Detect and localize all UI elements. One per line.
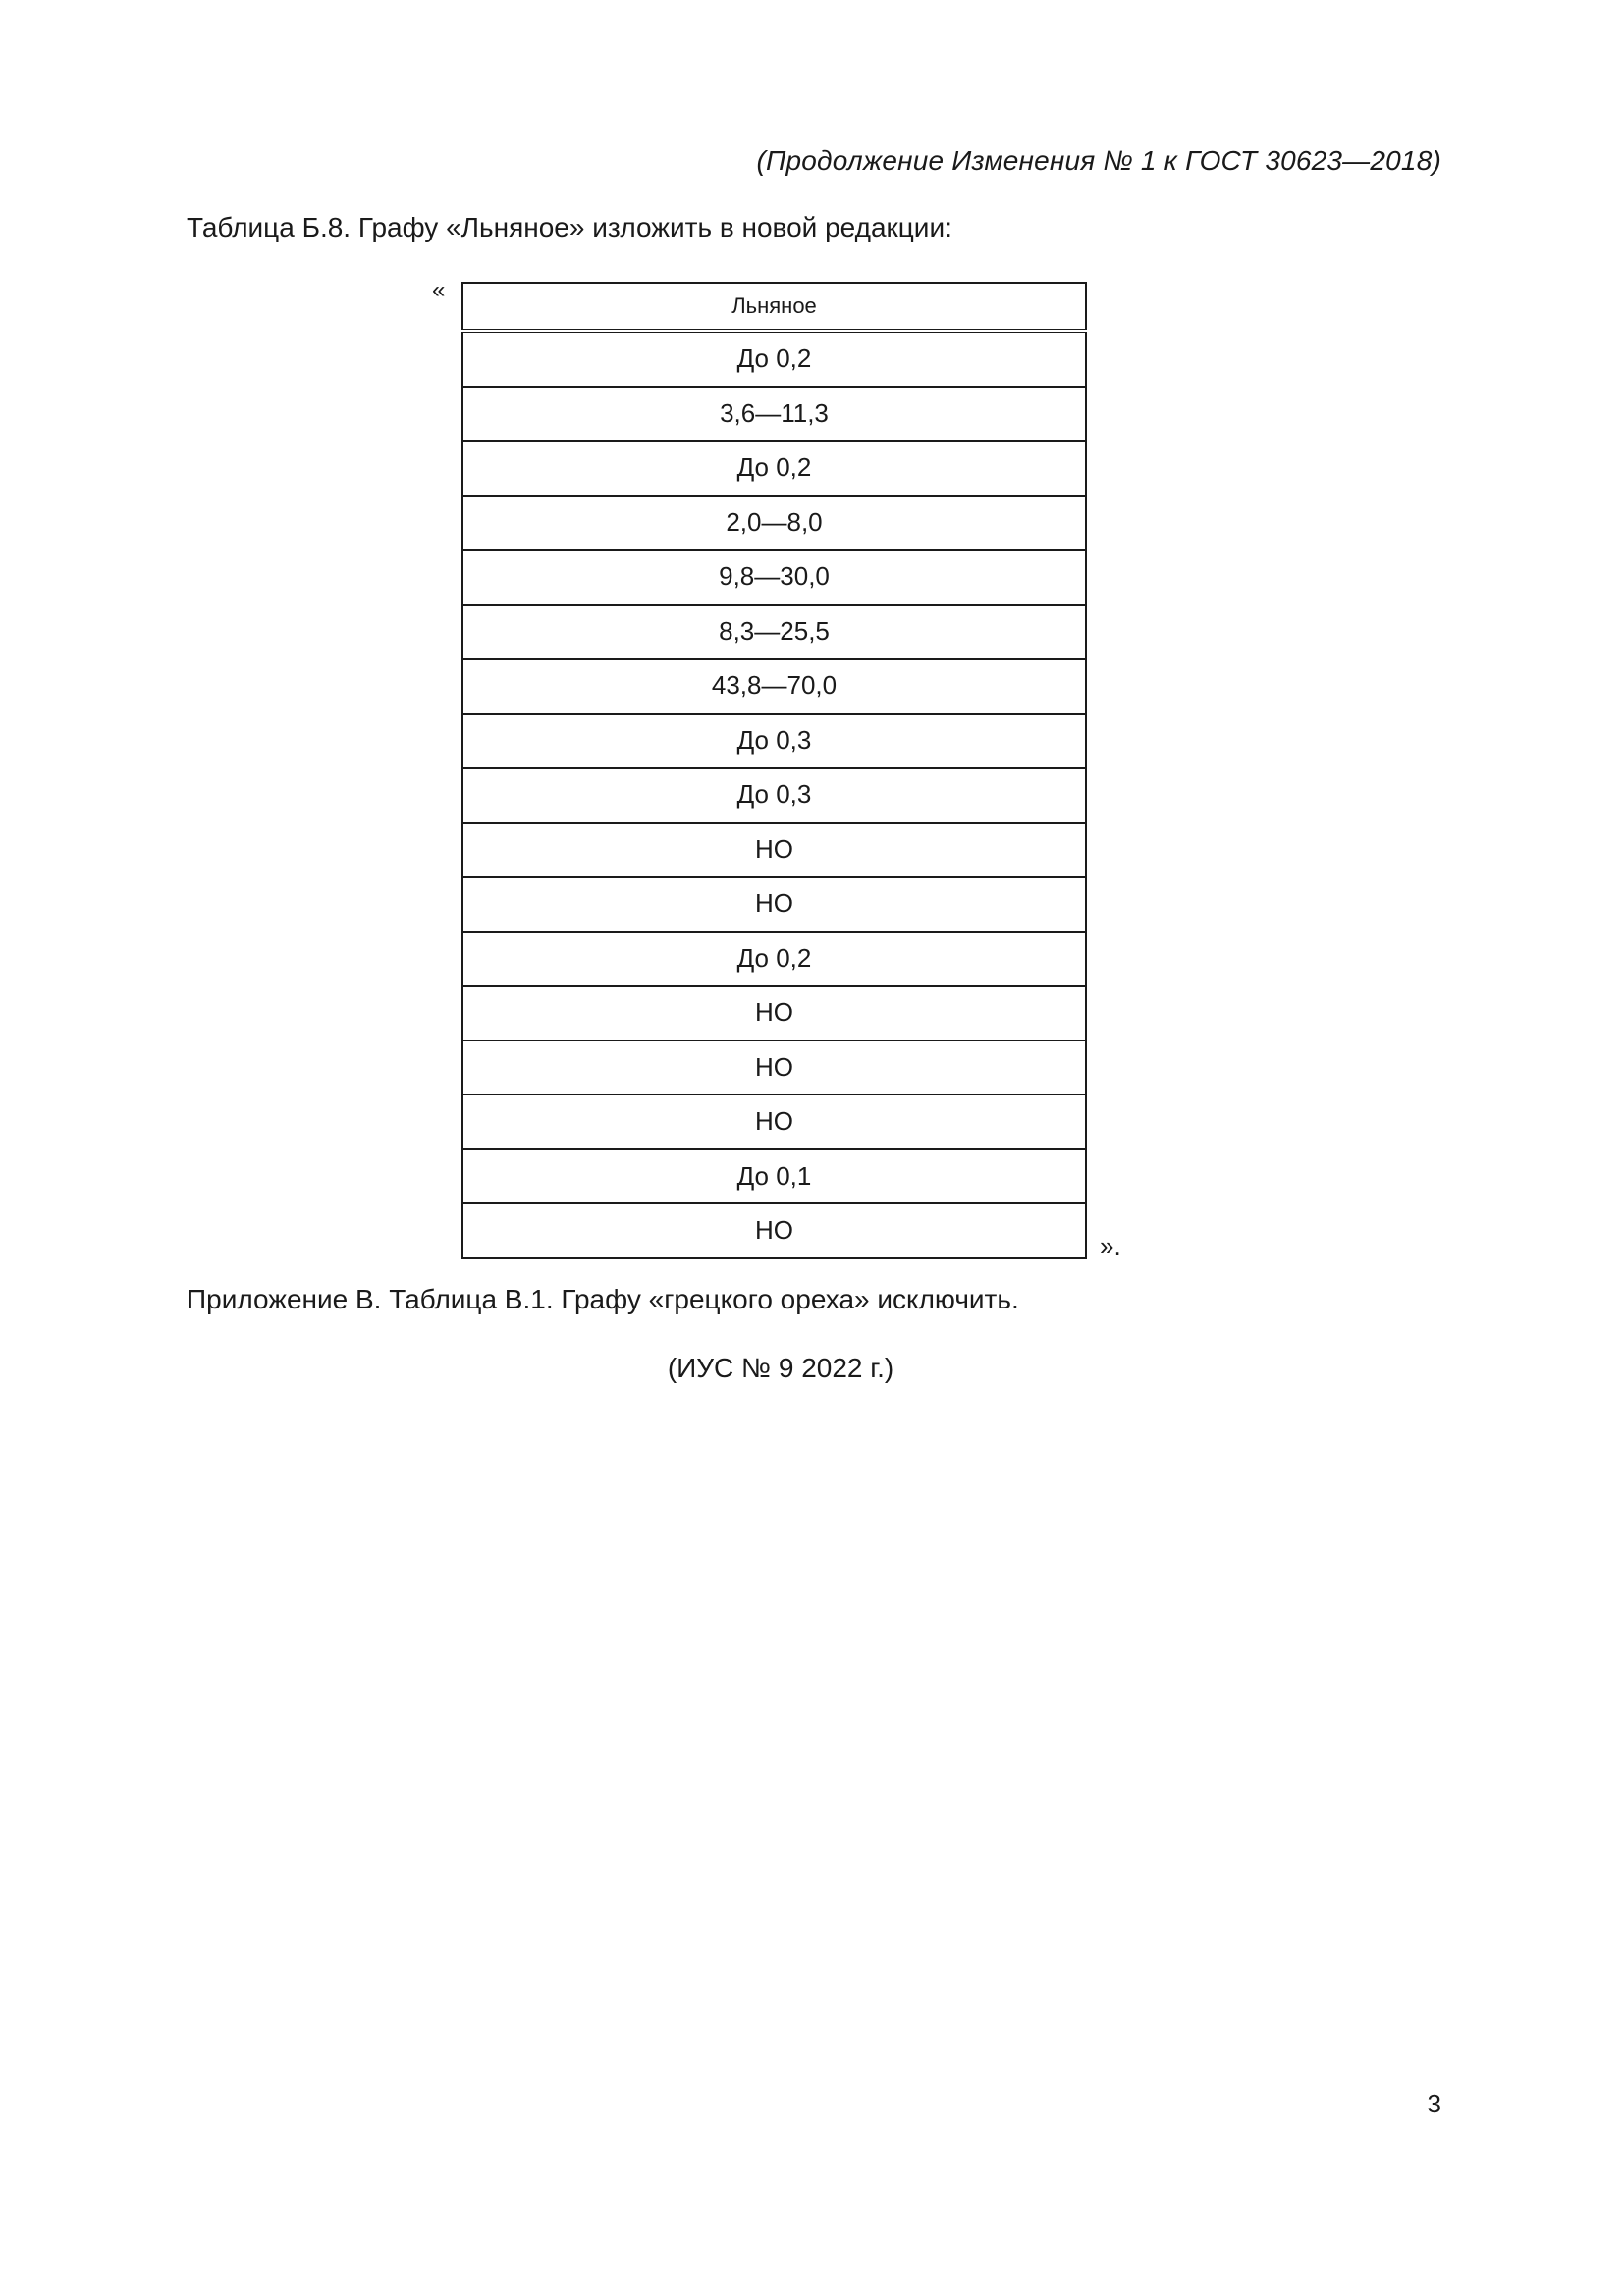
table-row [462, 986, 1086, 1041]
table-cell: 8,3—25,5 [462, 605, 1086, 660]
ius-reference: (ИУС № 9 2022 г.) [667, 1353, 894, 1383]
table-cell: До 0,3 [462, 714, 1086, 769]
table-row [462, 1041, 1086, 1095]
table-row [462, 387, 1086, 442]
table-cell: До 0,2 [462, 932, 1086, 987]
table-row [462, 659, 1086, 714]
table-row [462, 823, 1086, 878]
table-cell: 2,0—8,0 [462, 496, 1086, 551]
table-cell: 3,6—11,3 [462, 387, 1086, 442]
table-cell: НО [462, 877, 1086, 932]
table-cell: До 0,2 [736, 344, 812, 374]
table-row [462, 496, 1086, 551]
table-row [462, 331, 1086, 387]
page-number: 3 [1427, 2089, 1441, 2118]
table-cell: 9,8—30,0 [462, 550, 1086, 605]
table-row [462, 714, 1086, 769]
table-cell: НО [462, 1095, 1086, 1149]
table-row [462, 1095, 1086, 1149]
table-open-quote: « [432, 277, 446, 303]
appendix-v-instruction: Приложение В. Таблица В.1. Графу «грецкого ореха» исключить. [187, 1284, 1019, 1314]
continuation-header: (Продолжение Изменения № 1 к ГОСТ 30623—2018) [756, 145, 1441, 176]
column-header-linen: Льняное [462, 283, 1086, 331]
table-cell: НО [462, 986, 1086, 1041]
table-row [462, 768, 1086, 823]
table-row [462, 605, 1086, 660]
table-row [462, 550, 1086, 605]
linen-column-table [461, 282, 1087, 1259]
table-close-quote: ». [1100, 1231, 1121, 1260]
table-cell: НО [462, 823, 1086, 878]
table-b8-instruction: Таблица Б.8. Графу «Льняное» изложить в новой редакции: [187, 212, 952, 242]
table-cell: 43,8—70,0 [462, 659, 1086, 714]
table-row [462, 1203, 1086, 1258]
table-row [462, 877, 1086, 932]
table-cell: НО [462, 1041, 1086, 1095]
table-header-row [462, 283, 1086, 331]
table-cell: До 0,3 [462, 768, 1086, 823]
table-cell: До 0,1 [462, 1149, 1086, 1204]
table-row [462, 1149, 1086, 1204]
table-cell: НО [462, 1203, 1086, 1258]
table-row [462, 932, 1086, 987]
table-cell: До 0,2 [462, 441, 1086, 496]
table-row [462, 441, 1086, 496]
